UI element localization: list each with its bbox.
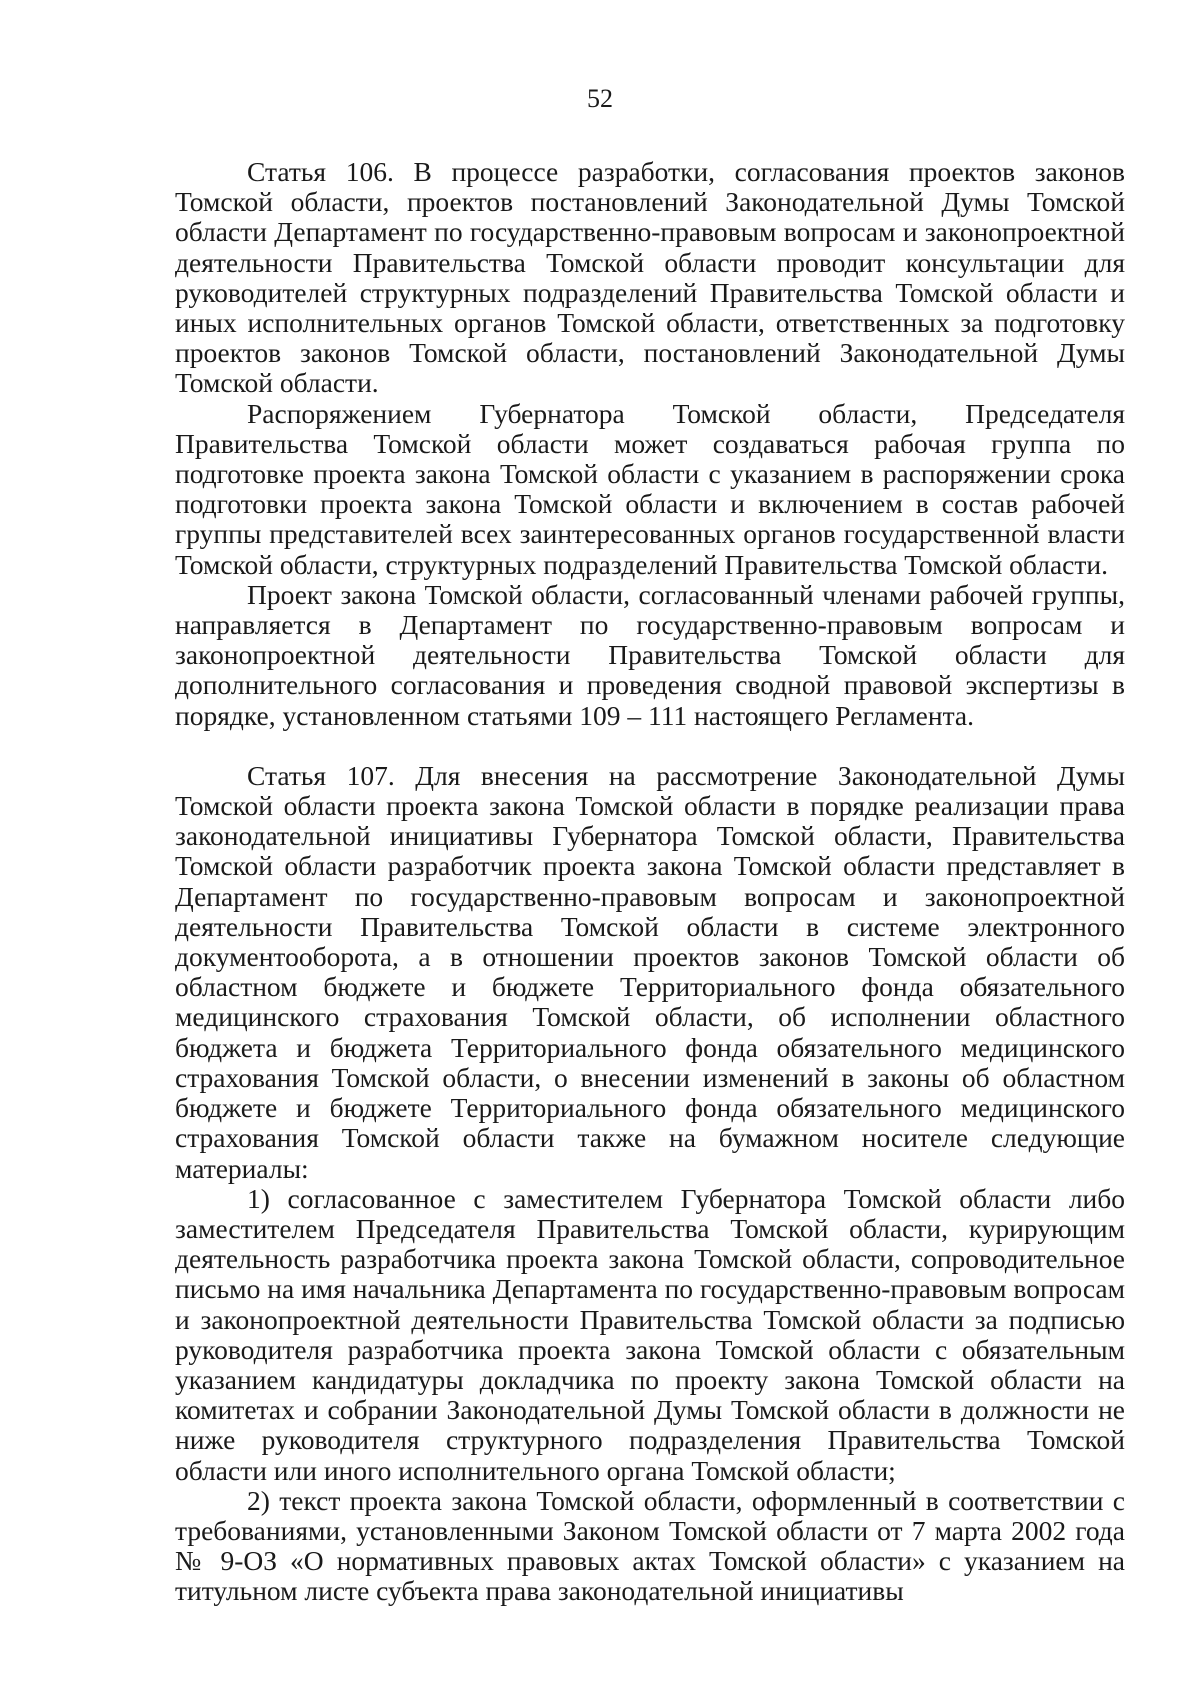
document-body xyxy=(175,157,1125,1607)
article-106-paragraph: Статья 106. В процессе разработки, согласования проектов законов Томской области, проектов постановлений Законодательной Думы Томской области Департамент по государственно-правовым вопросам и законопроектной деятельности Правительства Томской области проводит консультации для руководителей структурных подразделений Правительства Томской области и иных исполнительных органов Томской области, ответственных за подготовку проектов законов Томской области, постановлений Законодательной Думы Томской области. xyxy=(175,156,1125,399)
page-number: 52 xyxy=(587,84,613,113)
list-item-2: 2) текст проекта закона Томской области, оформленный в соответствии с требованиями, установленными Законом Томской области от 7 марта 2002 года № 9-ОЗ «О нормативных правовых актах Томской области» с указанием на титульном листе субъекта права законодательной инициативы xyxy=(175,1484,1125,1607)
working-group-paragraph: Распоряжением Губернатора Томской области, Председателя Правительства Томской области может создаваться рабочая группа по подготовке проекта закона Томской области с указанием в распоряжении срока подготовки проекта закона Томской области и включением в состав рабочей группы представителей всех заинтересованных органов государственной власти Томской области, структурных подразделений Правительства Томской области. xyxy=(175,397,1125,580)
draft-approval-paragraph: Проект закона Томской области, согласованный членами рабочей группы, направляется в Департамент по государственно-правовым вопросам и законопроектной деятельности Правительства Томской области для дополнительного согласования и проведения сводной правовой экспертизы в порядке, установленном статьями 109 – 111 настоящего Регламента. xyxy=(175,578,1125,731)
list-item-1: 1) согласованное с заместителем Губернатора Томской области либо заместителем Председателя Правительства Томской области, курирующим деятельность разработчика проекта закона Томской области, сопроводительное письмо на имя начальника Департамента по государственно-правовым вопросам и законопроектной деятельности Правительства Томской области за подписью руководителя разработчика проекта закона Томской области с обязательным указанием кандидатуры докладчика по проекту закона Томской области на комитетах и собрании Законодательной Думы Томской области в должности не ниже руководителя структурного подразделения Правительства Томской области или иного исполнительного органа Томской области; xyxy=(175,1182,1125,1486)
article-107-paragraph: Статья 107. Для внесения на рассмотрение Законодательной Думы Томской области проекта закона Томской области в порядке реализации права законодательной инициативы Губернатора Томской области, Правительства Томской области разработчик проекта закона Томской области представляет в Департамент по государственно-правовым вопросам и законопроектной деятельности Правительства Томской области в системе электронного документооборота, а в отношении проектов законов Томской области об областном бюджете и бюджете Территориального фонда обязательного медицинского страхования Томской области, об исполнении областного бюджета и бюджета Территориального фонда обязательного медицинского страхования Томской области, о внесении изменений в законы об областном бюджете и бюджете Территориального фонда обязательного медицинского страхования Томской области также на бумажном носителе следующие материалы: xyxy=(175,759,1125,1184)
